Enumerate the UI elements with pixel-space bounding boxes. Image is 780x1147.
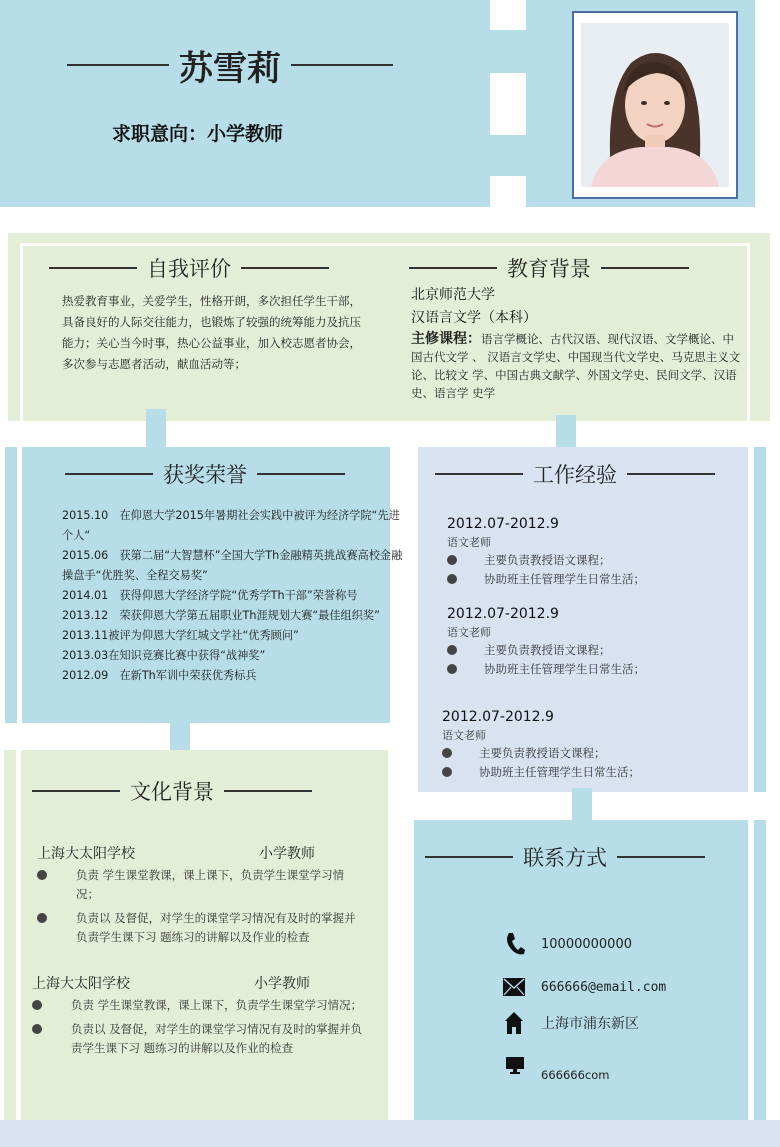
header-notch [490,73,526,135]
header-notch [490,176,526,207]
work-entry [447,516,737,589]
award-item: 2013.11被评为仰恩大学红城文学社“优秀顾问” [62,629,299,642]
education-major: 汉语言文学（本科） [411,310,537,326]
culture-position: 小学教师 [254,976,310,992]
contact-address: 上海市浦东新区 [505,1012,639,1034]
work-entry [447,606,737,679]
education-courses [411,330,741,402]
contact-phone: 10000000000 [505,932,632,956]
divider [65,473,153,475]
self-eval-text: 热爱教育事业，关爱学生，性格开朗，多次担任学生干部，具备良好的人际交往能力，也锻炼了较强的统筹能力及抗压能力；关心当今时事，热心公益事业，加入校志愿者协会，多次参与志愿者活动，献血活动等； [62,294,361,371]
courses-list: 语言学概论、古代汉语、现代汉语、文学概论、中国古代文学 、 汉语言文学史、中国现当代文学史、马克思主义文论、比较文 学、中国古典文献学、外国文学史、民间文学、汉语史、语言学 史学 [411,332,741,400]
contact-web: 666666com [506,1050,609,1082]
work-duty: 协助班主任管理学生日常生活； [447,660,737,679]
work-title: 工作经验 [432,459,718,489]
work-role: 语文老师 [447,626,491,639]
bullet-icon [37,913,47,923]
award-item: 2013.03在知识竞赛比赛中获得“战神奖” [62,649,266,662]
work-duty: 协助班主任管理学生日常生活； [447,570,737,589]
culture-school: 上海大太阳学校 [37,846,135,862]
bullet-icon [447,664,457,674]
culture-bullet: 负责以 及督促，对学生的课堂学习情况有及时的掌握并负责学生课下习 题练习的讲解以及作业的检查 [37,909,372,947]
courses-label: 主修课程： [411,331,481,347]
bullet-icon [37,870,47,880]
header-notch [755,0,780,207]
divider [291,64,393,66]
bullet-icon [32,1024,42,1034]
work-period: 2012.07-2012.9 [442,709,554,725]
home-icon [505,1012,523,1034]
footer-band [0,1120,780,1147]
award-item: 2015.06 获第二届“大智慧杯”全国大学Th金融精英挑战赛高校金融操盘手“优胜奖、全程交易奖” [62,549,403,582]
left-strip [5,447,17,723]
culture-entry [32,973,372,1058]
divider [409,267,497,269]
bullet-icon [32,1000,42,1010]
email-icon [503,978,525,996]
award-item: 2012.09 在新Th军训中荣获优秀标兵 [62,669,257,682]
bullet-icon [447,574,457,584]
connector [146,409,166,449]
work-duty: 协助班主任管理学生日常生活； [442,763,732,782]
divider [257,473,345,475]
culture-bullet: 负责 学生课堂教课，课上课下，负责学生课堂学习情况； [37,866,372,904]
right-strip [754,447,766,792]
row1-border [747,243,750,421]
work-role: 语文老师 [447,536,491,549]
contact-email: 666666@email.com [503,978,666,996]
culture-left-strip [4,750,16,1120]
divider [224,790,312,792]
awards-list [62,506,410,686]
awards-title: 获奖荣誉 [62,459,348,489]
work-entry [442,709,732,782]
header-notch [490,0,526,30]
culture-title: 文化背景 [30,776,314,806]
divider [241,267,329,269]
work-period: 2012.07-2012.9 [447,516,559,532]
divider [617,856,705,858]
row1-border [20,243,750,246]
profile-photo [581,23,729,187]
bullet-icon [442,767,452,777]
monitor-icon [506,1057,524,1075]
award-item: 2015.10 在仰恩大学2015年暑期社会实践中被评为经济学院“先进个人“ [62,509,400,542]
work-duty: 主要负责教授语文课程； [447,641,737,660]
divider [32,790,120,792]
education-title: 教育背景 [406,253,692,283]
divider [49,267,137,269]
connector [572,788,592,822]
phone-icon [505,932,525,956]
bullet-icon [442,748,452,758]
row1-border [20,243,23,421]
self-eval-title: 自我评价 [46,253,332,283]
education-school: 北京师范大学 [411,287,495,303]
work-duty: 主要负责教授语文课程； [447,551,737,570]
culture-entry [37,843,372,947]
contact-title: 联系方式 [422,842,708,872]
divider [627,473,715,475]
bullet-icon [447,555,457,565]
work-period: 2012.07-2012.9 [447,606,559,622]
divider [435,473,523,475]
divider [601,267,689,269]
culture-position: 小学教师 [259,846,315,862]
photo-frame [572,11,738,199]
job-objective: 求职意向：小学教师 [112,123,284,145]
divider [67,64,169,66]
work-duty: 主要负责教授语文课程； [442,744,732,763]
work-role: 语文老师 [442,729,486,742]
divider [425,856,513,858]
name-heading [50,40,410,90]
contact-right-strip [754,820,766,1120]
award-item: 2014.01 获得仰恩大学经济学院“优秀学Th干部”荣誉称号 [62,589,358,602]
culture-bullet: 负责以 及督促，对学生的课堂学习情况有及时的掌握并负责学生课下习 题练习的讲解以及作业的检查 [32,1020,372,1058]
candidate-name: 苏雪莉 [179,48,281,89]
bullet-icon [447,645,457,655]
award-item: 2013.12 荣获仰恩大学第五届职业Th涯规划大赛“最佳组织奖” [62,609,380,622]
culture-bullet: 负责 学生课堂教课，课上课下，负责学生课堂学习情况； [32,996,372,1015]
culture-school: 上海大太阳学校 [32,976,130,992]
